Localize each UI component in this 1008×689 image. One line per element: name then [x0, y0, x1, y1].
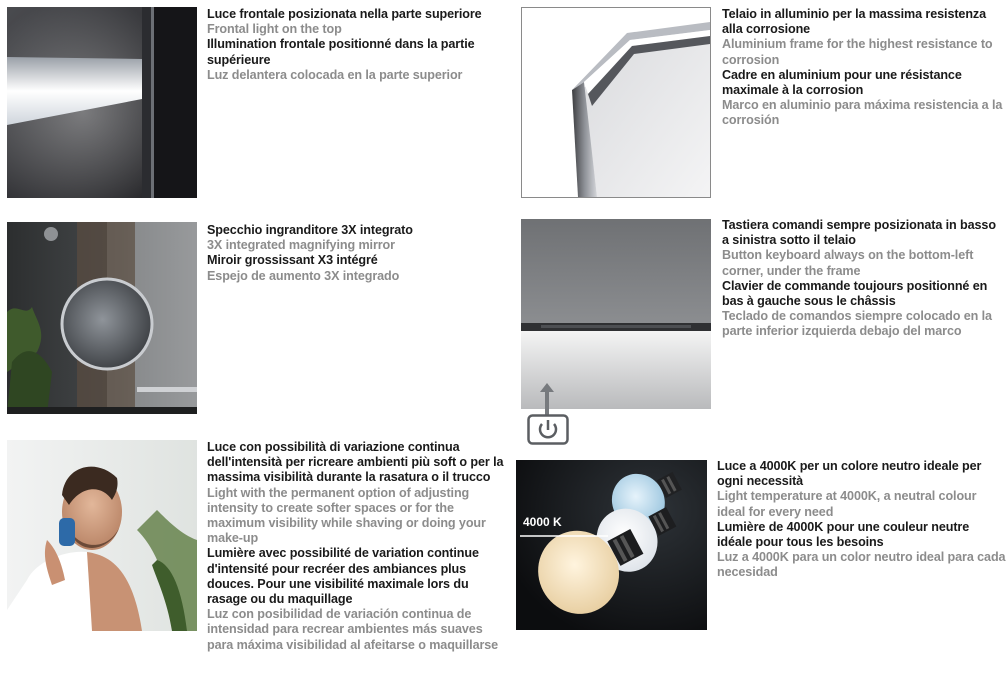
feature-keyboard — [722, 218, 1006, 340]
feature-text-it: Telaio in alluminio per la massima resistenza alla corrosione — [722, 7, 987, 37]
feature-text-fr: Illumination frontale positionné dans la partie supérieure — [207, 37, 475, 67]
feature-magnifying-mirror — [207, 223, 507, 284]
feature-text-fr: Miroir grossissant X3 intégré — [207, 253, 378, 268]
aluminium-frame-image — [521, 7, 711, 198]
feature-text-it: Luce frontale posizionata nella parte superiore — [207, 7, 482, 21]
feature-text-en: Frontal light on the top — [207, 22, 342, 37]
feature-text-es: Teclado de comandos siempre colocado en la parte inferior izquierda debajo del marco — [722, 309, 992, 339]
frontal-light-image — [7, 7, 197, 198]
feature-text-fr: Lumière avec possibilité de variation continue d'intensité pour recréer des ambiances plus douces. Pour une visibilité maximale lors du rasage ou du maquillage — [207, 546, 479, 607]
arrow-up-icon — [540, 383, 554, 415]
feature-frontal-light — [207, 7, 507, 83]
shaving-man-image — [7, 440, 197, 631]
feature-text-it: Specchio ingranditore 3X integrato — [207, 223, 413, 237]
feature-text-es: Luz a 4000K para un color neutro ideal para cada necesidad — [717, 550, 1006, 580]
keyboard-image — [521, 219, 711, 409]
feature-4000k-light — [717, 459, 1006, 581]
feature-text-fr: Clavier de commande toujours positionné en bas à gauche sous le châssis — [722, 278, 988, 309]
feature-text-es: Marco en aluminio para máxima resistencia a la corrosión — [722, 98, 1003, 128]
feature-text-es: Luz delantera colocada en la parte superior — [207, 67, 463, 82]
magnifying-mirror-image — [7, 222, 197, 414]
feature-text-es: Luz con posibilidad de variación continua de intensidad para recrear ambientes más suaves para máxima visibilidad al afeitarse o maquillarse — [207, 607, 499, 652]
feature-aluminium-frame — [722, 7, 1006, 129]
feature-text-fr: Cadre en aluminium pour une résistance maximale à la corrosion — [722, 67, 962, 98]
bulb-label: 4000 K — [523, 515, 562, 529]
feature-text-es: Espejo de aumento 3X integrado — [207, 268, 400, 283]
feature-text-en: Aluminium frame for the highest resistance to corrosion — [722, 37, 993, 67]
feature-dimmable-light — [207, 440, 507, 653]
feature-text-fr: Lumière de 4000K pour une couleur neutre idéale pour tous les besoins — [717, 519, 970, 550]
feature-text-it: Luce a 4000K per un colore neutro ideale per ogni necessità — [717, 459, 982, 489]
feature-text-en: 3X integrated magnifying mirror — [207, 238, 395, 253]
feature-text-en: Light with the permanent option of adjusting intensity to create softer spaces or for the maximum visibility while shaving or doing your make-up — [207, 485, 486, 546]
power-button-icon — [527, 414, 569, 445]
feature-text-it: Tastiera comandi sempre posizionata in basso a sinistra sotto il telaio — [722, 218, 996, 248]
feature-text-it: Luce con possibilità di variazione continua dell'intensità per ricreare ambienti più soft o per la massima visibilità durante la rasatura o il trucco — [207, 440, 504, 485]
feature-text-en: Light temperature at 4000K, a neutral colour ideal for every need — [717, 489, 977, 519]
feature-text-en: Button keyboard always on the bottom-left corner, under the frame — [722, 248, 974, 278]
light-bulbs-image — [516, 460, 707, 630]
